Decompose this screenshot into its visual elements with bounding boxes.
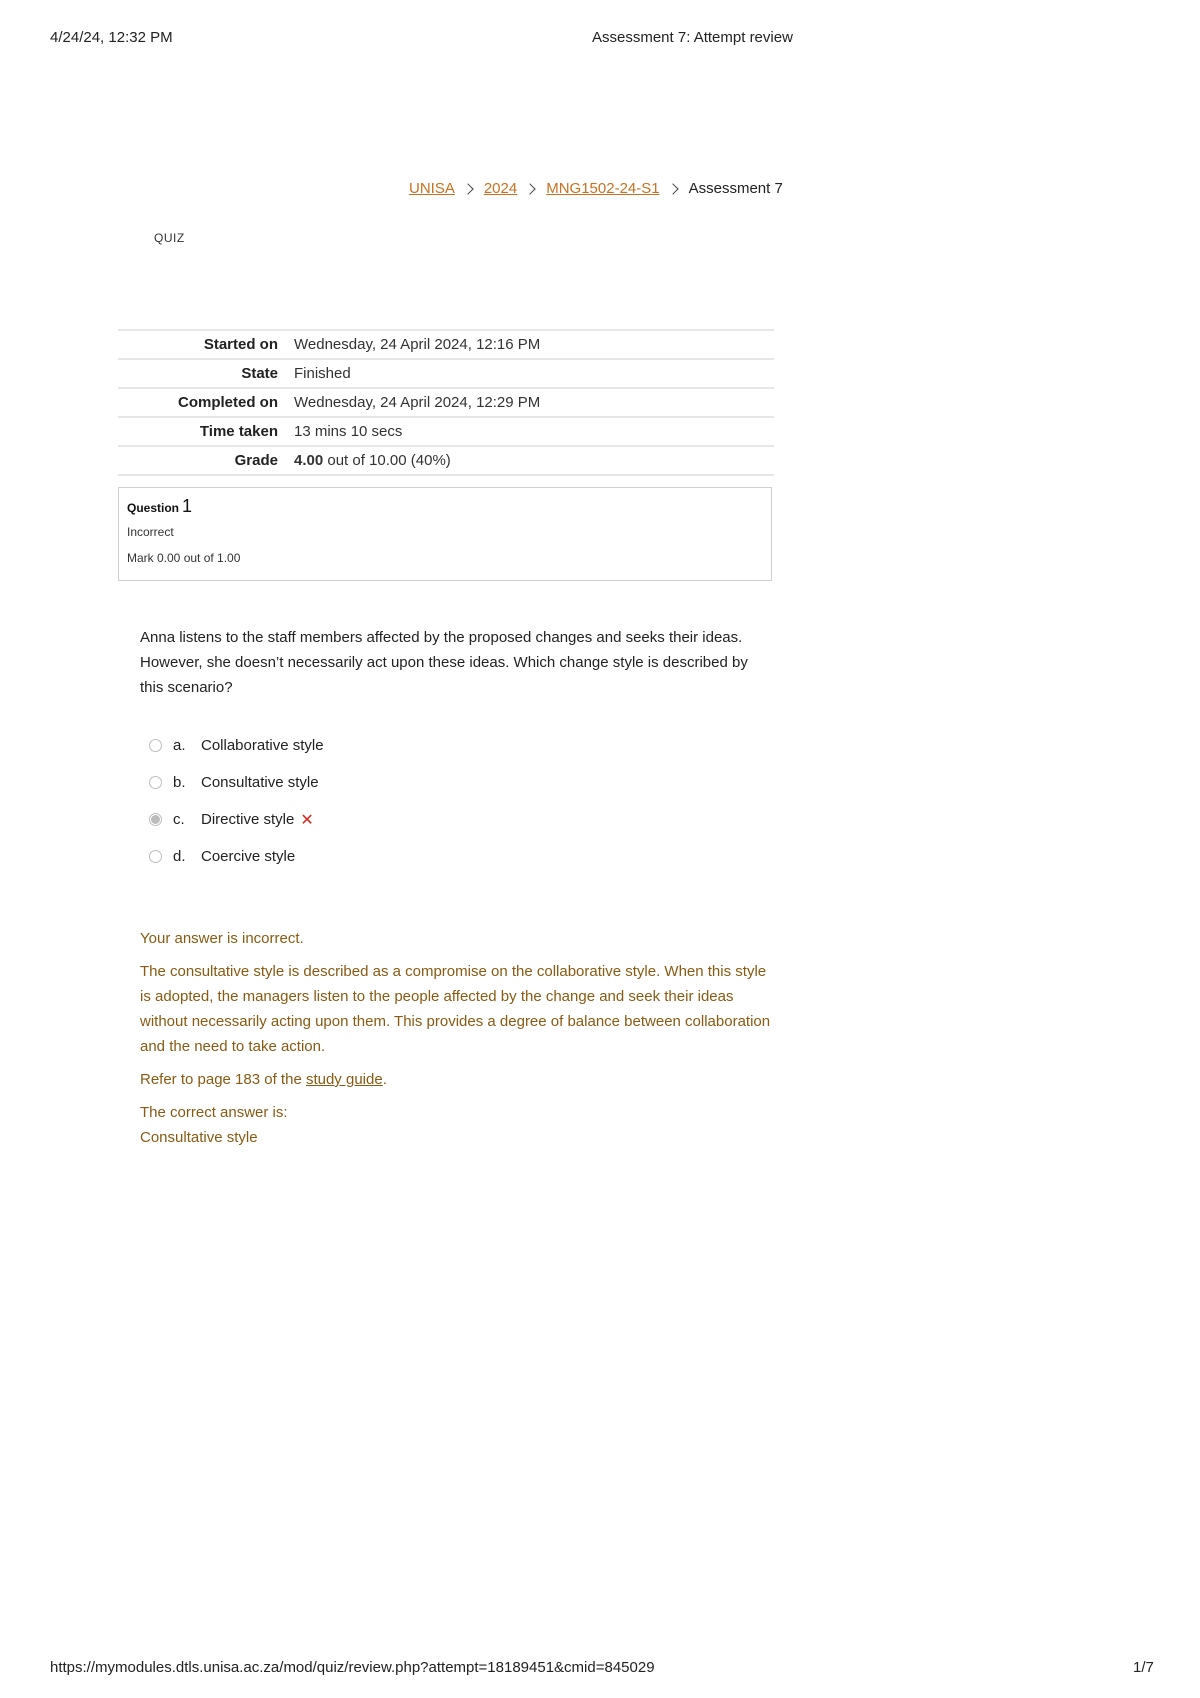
summary-label: Started on xyxy=(203,336,278,353)
breadcrumb-current: Assessment 7 xyxy=(688,180,783,197)
option-text: Collaborative style xyxy=(201,737,324,754)
print-datetime: 4/24/24, 12:32 PM xyxy=(50,29,173,46)
summary-label: Grade xyxy=(234,452,278,469)
summary-value: Wednesday, 24 April 2024, 12:16 PM xyxy=(294,336,541,353)
question-state: Incorrect xyxy=(127,525,174,539)
print-page-number: 1/7 xyxy=(1133,1659,1154,1676)
reference-prefix: Refer to page 183 of the xyxy=(140,1071,306,1088)
radio-button[interactable] xyxy=(149,850,162,863)
print-footer-url: https://mymodules.dtls.unisa.ac.za/mod/quiz/review.php?attempt=18189451&cmid=845029 xyxy=(50,1659,655,1676)
summary-value xyxy=(292,446,774,475)
feedback-explanation: The consultative style is described as a compromise on the collaborative style. When this style is adopted, the managers listen to the people affected by the change and seek their ideas without necessarily acting upon them. This provides a degree of balance between collaboration and the need to take action. xyxy=(140,963,771,1055)
summary-row-time-taken xyxy=(118,417,774,446)
feedback-status: Your answer is incorrect. xyxy=(140,930,304,947)
radio-button[interactable] xyxy=(149,739,162,752)
activity-type-label: QUIZ xyxy=(154,231,185,245)
answer-option-b[interactable] xyxy=(149,764,324,801)
summary-value: 13 mins 10 secs xyxy=(294,423,403,440)
breadcrumb-item-course[interactable]: MNG1502-24-S1 xyxy=(546,180,660,197)
incorrect-icon: ✕ xyxy=(300,811,314,829)
summary-label: Time taken xyxy=(199,423,278,440)
correct-answer-label: The correct answer is: xyxy=(140,1104,288,1121)
chevron-right-icon xyxy=(667,183,678,194)
question-text: Anna listens to the staff members affected by the proposed changes and seeks their ideas. However, she doesn’t necessarily act upon these ideas. Which change style is described by this scenario? xyxy=(140,629,748,696)
breadcrumb-item-unisa[interactable]: UNISA xyxy=(409,180,455,197)
summary-value: Finished xyxy=(294,365,351,382)
question-mark: Mark 0.00 out of 1.00 xyxy=(127,551,241,565)
feedback-section xyxy=(140,926,780,1158)
option-text: Coercive style xyxy=(201,848,296,865)
radio-button[interactable] xyxy=(149,776,162,789)
chevron-right-icon xyxy=(462,183,473,194)
radio-button-selected[interactable] xyxy=(149,813,162,826)
option-letter: d. xyxy=(173,848,186,865)
reference-suffix: . xyxy=(382,1071,387,1088)
answer-option-d[interactable] xyxy=(149,838,324,875)
answer-option-c[interactable] xyxy=(149,801,324,838)
attempt-summary-table xyxy=(118,329,774,476)
answer-option-a[interactable] xyxy=(149,727,324,764)
chevron-right-icon xyxy=(525,183,536,194)
summary-label: State xyxy=(241,365,278,382)
feedback-reference xyxy=(140,1067,780,1092)
grade-score: 4.00 xyxy=(294,452,324,469)
question-number xyxy=(127,496,763,517)
question-label: Question xyxy=(127,501,180,515)
option-letter: a. xyxy=(173,737,186,754)
summary-label: Completed on xyxy=(178,394,278,411)
summary-value: Wednesday, 24 April 2024, 12:29 PM xyxy=(294,394,541,411)
answer-options xyxy=(149,727,324,875)
question-info-box xyxy=(118,487,772,581)
summary-row-grade xyxy=(118,446,774,475)
option-letter: b. xyxy=(173,774,186,791)
print-title: Assessment 7: Attempt review xyxy=(592,29,793,46)
correct-answer-block xyxy=(140,1100,780,1150)
breadcrumb xyxy=(409,180,783,197)
question-number-value: 1 xyxy=(182,496,193,516)
summary-row-completed xyxy=(118,388,774,417)
breadcrumb-item-year[interactable]: 2024 xyxy=(483,180,518,197)
study-guide-link[interactable]: study guide xyxy=(305,1071,383,1088)
option-text: Consultative style xyxy=(201,774,319,791)
option-text: Directive style xyxy=(201,811,295,828)
summary-row-started xyxy=(118,330,774,359)
option-letter: c. xyxy=(173,811,185,828)
grade-out-of: out of 10.00 (40%) xyxy=(323,452,451,469)
correct-answer-value: Consultative style xyxy=(140,1129,258,1146)
summary-row-state xyxy=(118,359,774,388)
